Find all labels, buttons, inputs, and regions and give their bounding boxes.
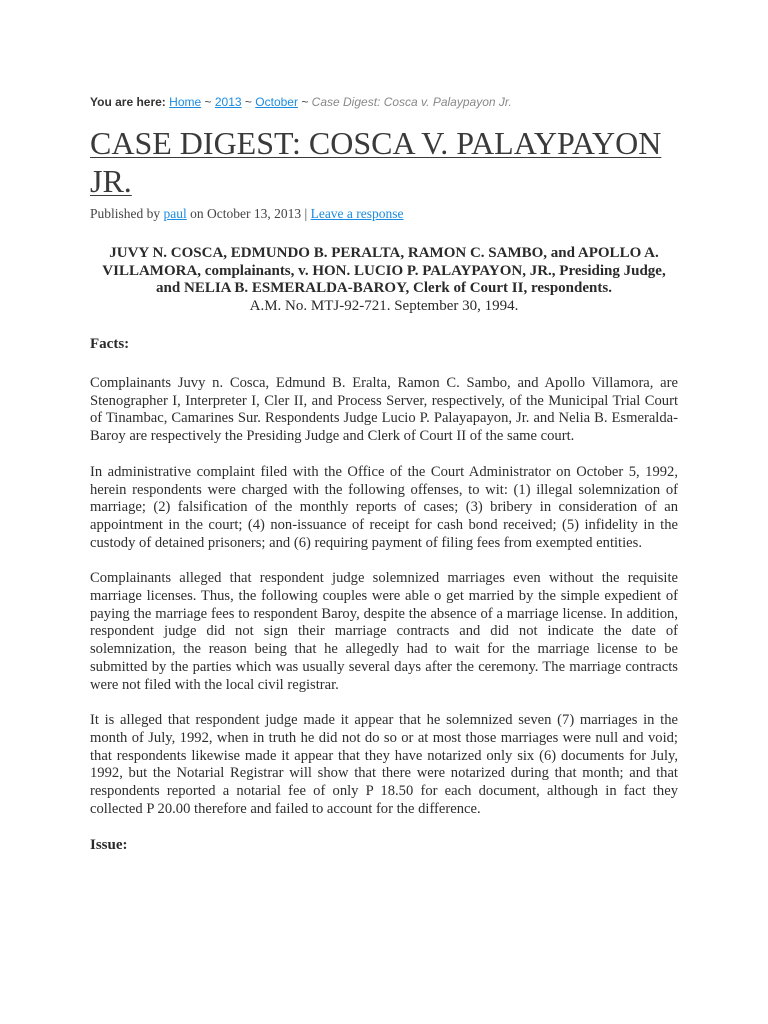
body-paragraph: Complainants Juvy n. Cosca, Edmund B. Eralta, Ramon C. Sambo, and Apollo Villamora, are Stenographer I, Interpreter I, Cler II, and Process Server, respectively, of the Municipal Trial Court of Tinambac, Camarines Sur. Respondents Judge Lucio P. Palayapayon, Jr. and Nelia B. Esmeralda-Baroy are respectively the Presiding Judge and Clerk of Court II of the same court. — [90, 375, 678, 445]
breadcrumb-separator: ~ — [244, 95, 252, 109]
breadcrumb-link-home[interactable]: Home — [169, 95, 202, 109]
published-by-label: Published by — [90, 206, 161, 221]
case-citation: A.M. No. MTJ-92-721. September 30, 1994. — [249, 297, 519, 314]
breadcrumb-lead: You are here: — [90, 95, 166, 109]
breadcrumb-current: Case Digest: Cosca v. Palaypayon Jr. — [311, 95, 512, 109]
breadcrumb-separator: ~ — [204, 95, 212, 109]
body-paragraph: It is alleged that respondent judge made it appear that he solemnized seven (7) marriages in the month of July, 1992, when in truth he did not do so or at most those marriages were null and void; that respondents likewise made it appear that they have notarized only six (6) documents for July, 1992, but the Notarial Registrar will show that there were notarized during that month; and that respondents reported a notarial fee of only P 18.50 for each document, although in fact they collected P 20.00 therefore and failed to account for the difference. — [90, 712, 678, 817]
breadcrumb-link-year[interactable]: 2013 — [214, 95, 242, 109]
body-paragraph: Complainants alleged that respondent judge solemnized marriages even without the requisite marriage licenses. Thus, the following couples were able o get married by the simple expedient of paying the marriage fees to respondent Baroy, despite the absence of a marriage license. In addition, respondent judge did not sign their marriage contracts and did not indicate the date of solemnization, the reason being that he allegedly had to wait for the marriage license to be submitted by the parties which was usually several days after the ceremony. The marriage contracts were not filed with the local civil registrar. — [90, 570, 678, 693]
leave-response-link[interactable]: Leave a response — [310, 206, 404, 221]
author-link[interactable]: paul — [163, 206, 187, 221]
breadcrumb-separator: ~ — [301, 95, 309, 109]
body-paragraph: In administrative complaint filed with the Office of the Court Administrator on October 5, 1992, herein respondents were charged with the following offenses, to wit: (1) illegal solemnization of marriage; (2) falsification of the monthly reports of cases; (3) bribery in consideration of an appointment in the court; (4) non-issuance of receipt for cash bond received; (5) infidelity in the custody of detained prisoners; and (6) requiring payment of filing fees from exempted entities. — [90, 463, 678, 551]
breadcrumb-link-month[interactable]: October — [255, 95, 298, 109]
issue-heading: Issue: — [90, 837, 128, 854]
case-parties: JUVY N. COSCA, EDMUNDO B. PERALTA, RAMON C. SAMBO, and APOLLO A. VILLAMORA, complainants, v. HON. LUCIO P. PALAYPAYON, JR., Presiding Judge, and NELIA B. ESMERALDA-BAROY, Clerk of Court II, respondents. — [102, 245, 666, 296]
article-title[interactable]: CASE DIGEST: COSCA V. PALAYPAYON JR. — [90, 125, 662, 199]
facts-heading: Facts: — [90, 336, 130, 352]
publish-date: on October 13, 2013 | — [190, 206, 308, 221]
breadcrumb — [90, 92, 678, 112]
article-container — [90, 92, 678, 854]
article-meta — [90, 205, 678, 223]
